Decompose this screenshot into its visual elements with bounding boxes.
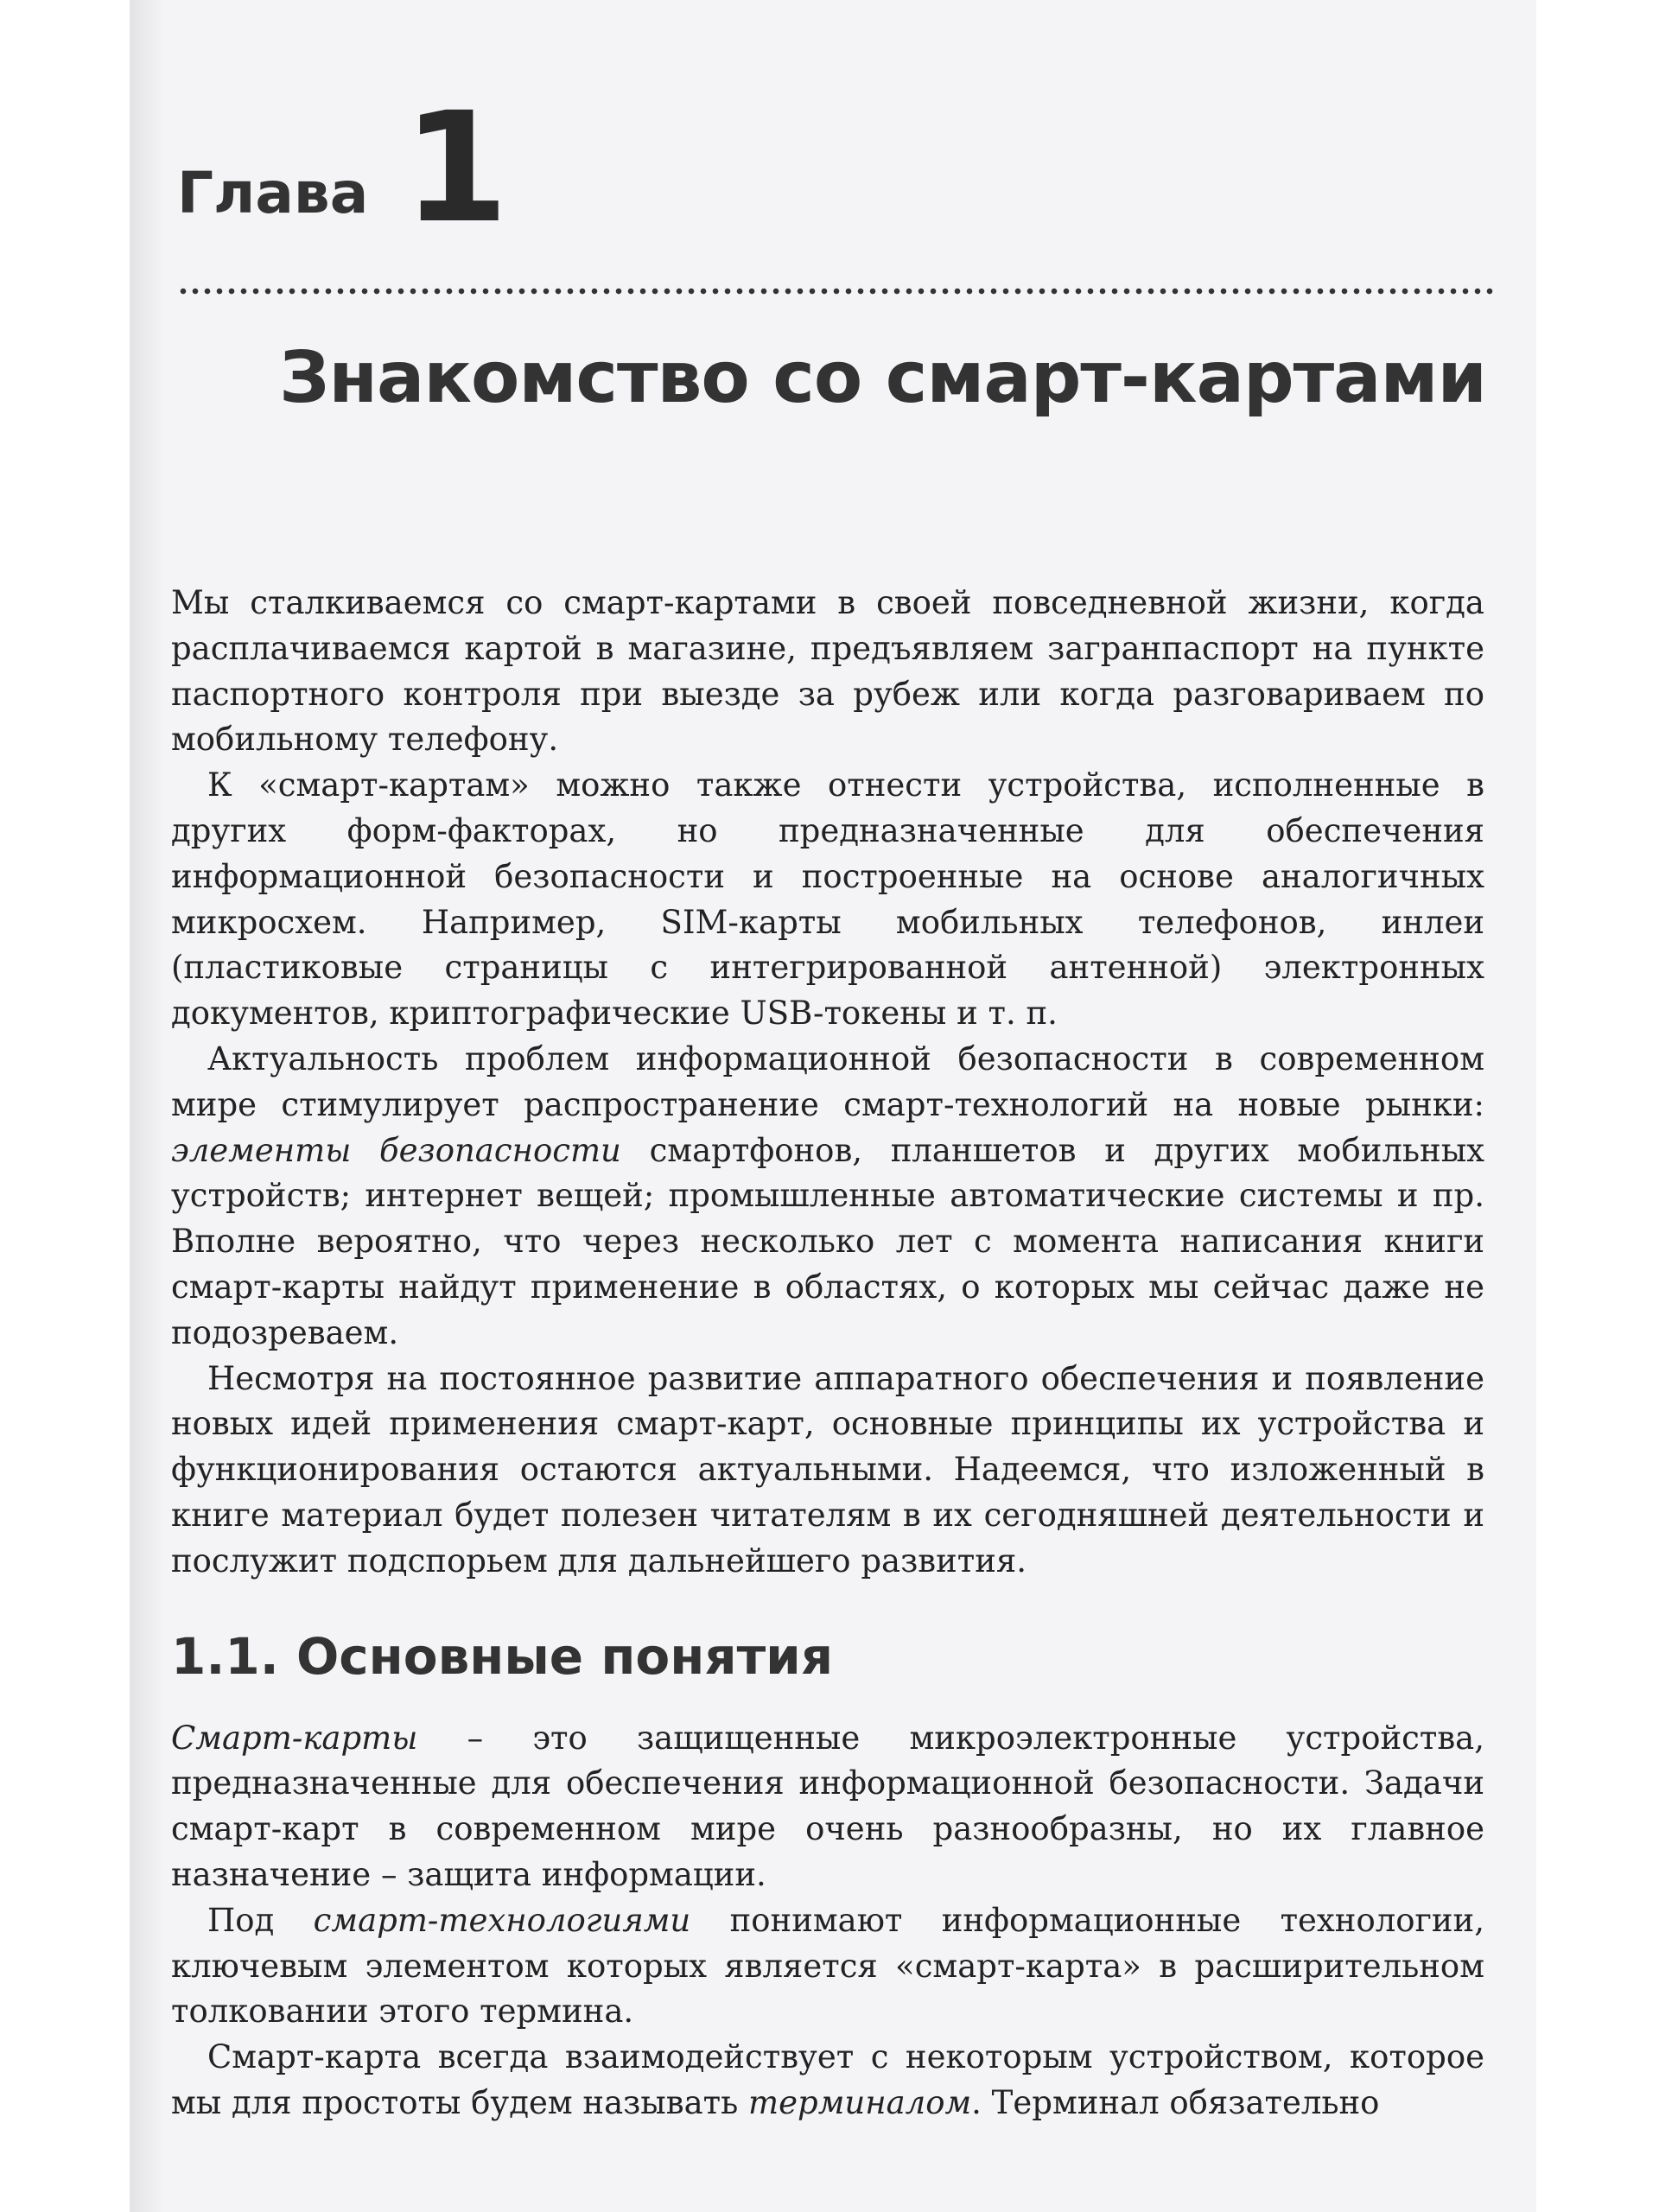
paragraph: К «смарт-картам» можно также отнести устройства, исполненные в других форм-факторах, но предназначенные для обеспечения информационной безопасности и построенные на основе аналогичных микросхем. Например, SIM-карты мобильных телефонов, инлеи (пластиковые страницы с интегрированной антенной) электронных документов, криптографические USB-токены и т. п. xyxy=(171,766,1484,1033)
paragraph xyxy=(171,1716,1484,1898)
italic-term: смарт-технологиями xyxy=(313,1901,691,1939)
paragraph xyxy=(171,1898,1484,2035)
paragraph xyxy=(171,2035,1484,2126)
chapter-heading xyxy=(177,79,509,257)
italic-term: Смарт-карты xyxy=(171,1719,418,1757)
chapter-title: Знакомство со смарт-картами xyxy=(279,337,1486,419)
chapter-label: Глава xyxy=(177,160,369,226)
text-run: Смарт-карта всегда взаимодействует с некоторым устройством, которое мы для простоты будем называть xyxy=(171,2038,1484,2121)
paragraph xyxy=(171,1037,1484,1357)
body-text xyxy=(171,581,1484,2126)
text-run: смартфонов, планшетов и других мобильных устройств; интернет вещей; промышленные автоматические системы и пр. Вполне вероятно, что через несколько лет с момента написания книги смарт-карты найдут применение в областях, о которых мы сейчас даже не подозреваем. xyxy=(171,1131,1485,1351)
text-run: . Терминал обязательно xyxy=(971,2083,1380,2121)
dotted-divider xyxy=(177,287,1497,296)
paragraph: Мы сталкиваемся со смарт-картами в своей повседневной жизни, когда расплачиваемся картой в магазине, предъявляем загранпаспорт на пункте паспортного контроля при выезде за рубеж или когда разговариваем по мобильному телефону. xyxy=(171,584,1484,759)
paragraph: Несмотря на постоянное развитие аппаратного обеспечения и появление новых идей применения смарт-карт, основные принципы их устройства и функционирования остаются актуальными. Надеемся, что изложенный в книге материал будет полезен читателям в их сегодняшней деятельности и послужит подспорьем для дальнейшего развития. xyxy=(171,1359,1484,1580)
chapter-number: 1 xyxy=(403,79,509,257)
text-run: Под xyxy=(207,1901,314,1939)
text-run: – это защищенные микроэлектронные устройства, предназначенные для обеспечения информационной безопасности. Задачи смарт-карт в современном мире очень разнообразны, но их главное назначение – защита информации. xyxy=(171,1719,1484,1893)
section-heading: 1.1. Основные понятия xyxy=(171,1626,834,1686)
italic-term: терминалом xyxy=(748,2083,972,2121)
text-run: Актуальность проблем информационной безопасности в современном мире стимулирует распространение смарт-технологий на новые рынки: xyxy=(171,1039,1484,1123)
page-gutter-shadow xyxy=(130,0,164,2212)
text-run: понимают информационные технологии, ключевым элементом которых является «смарт-карта» в расширительном толковании этого термина. xyxy=(171,1901,1484,2031)
italic-term: элементы безопасности xyxy=(171,1131,621,1169)
